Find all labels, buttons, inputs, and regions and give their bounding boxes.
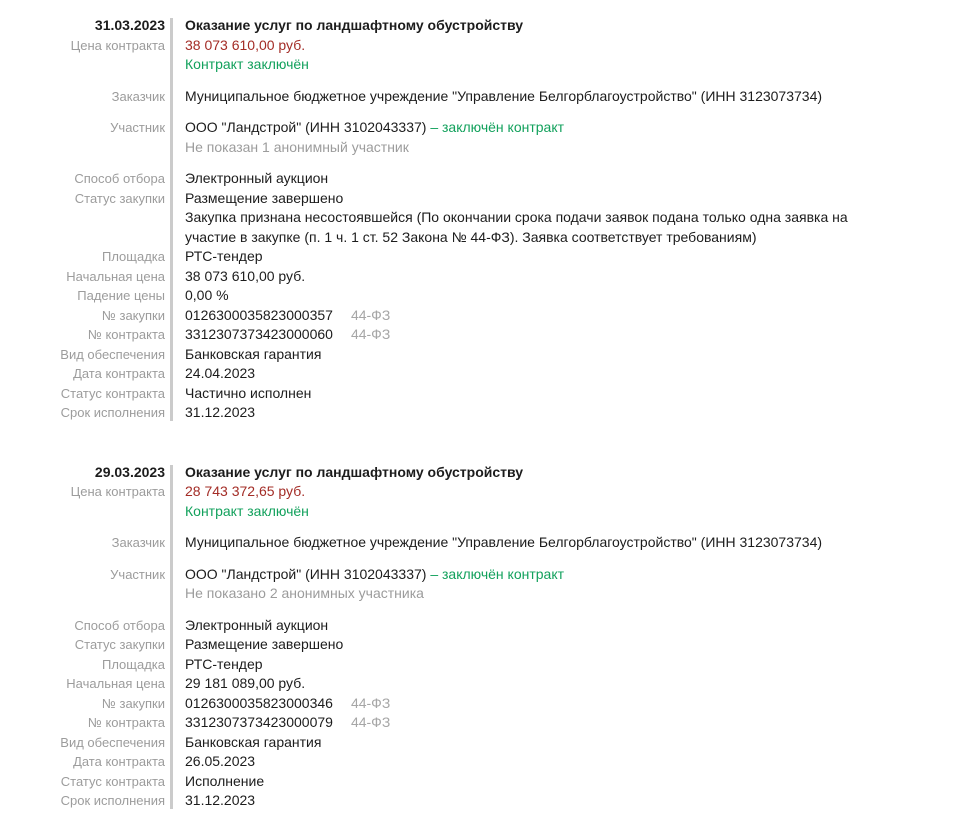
detail-row bbox=[0, 306, 935, 326]
field-label: Статус закупки bbox=[74, 190, 165, 206]
detail-row bbox=[0, 772, 935, 792]
detail-row bbox=[0, 364, 935, 384]
field-value: Банковская гарантия bbox=[185, 345, 322, 362]
details-group bbox=[0, 616, 935, 811]
field-label: Статус контракта bbox=[60, 385, 165, 401]
anonymous-row bbox=[0, 584, 935, 604]
detail-row bbox=[0, 791, 935, 811]
contract-record-1 bbox=[0, 16, 935, 423]
detail-row bbox=[0, 713, 935, 733]
record-title-link[interactable]: Оказание услуг по ландшафтному обустройству bbox=[185, 17, 524, 33]
record-title-link[interactable]: Оказание услуг по ландшафтному обустройству bbox=[185, 463, 524, 480]
field-label: Способ отбора bbox=[74, 171, 165, 186]
participant-contract-note: – заключён контракт bbox=[430, 565, 565, 582]
price-label: Цена контракта bbox=[70, 37, 165, 53]
customer-group bbox=[0, 87, 935, 107]
participant-group bbox=[0, 565, 935, 604]
field-label: Статус контракта bbox=[60, 773, 165, 789]
field-value: 38 073 610,00 руб. bbox=[185, 267, 306, 284]
anonymous-row bbox=[0, 138, 935, 158]
field-value: 26.05.2023 bbox=[185, 753, 256, 769]
field-value: Электронный аукцион bbox=[185, 170, 329, 186]
purchase-number: 0126300035823000357 bbox=[185, 306, 333, 323]
anonymous-participants-note: Не показано 2 анонимных участника bbox=[185, 585, 424, 601]
field-value: 29 181 089,00 руб. bbox=[185, 675, 306, 691]
field-value: 31.12.2023 bbox=[185, 404, 256, 420]
field-label: Статус закупки bbox=[74, 637, 165, 652]
participant-cell bbox=[165, 118, 900, 138]
contract-number: 3312307373423000079 bbox=[185, 714, 333, 730]
detail-row bbox=[0, 189, 935, 209]
detail-row bbox=[0, 674, 935, 694]
customer-row bbox=[0, 533, 935, 553]
detail-row bbox=[0, 384, 935, 404]
law-44fz-badge: 44-ФЗ bbox=[350, 326, 391, 342]
field-label: Срок исполнения bbox=[60, 793, 165, 808]
field-label: № контракта bbox=[87, 715, 165, 730]
detail-row bbox=[0, 247, 935, 267]
purchase-number: 0126300035823000346 bbox=[185, 694, 333, 711]
participant-group bbox=[0, 118, 935, 157]
participant-name: ООО "Ландстрой" (ИНН 3102043337) bbox=[185, 119, 427, 135]
field-value: Размещение завершено bbox=[185, 636, 344, 652]
customer-name: Муниципальное бюджетное учреждение "Управление Белгорблагоустройство" (ИНН 3123073734) bbox=[185, 87, 823, 104]
detail-row bbox=[0, 169, 935, 189]
participant-cell bbox=[165, 565, 900, 585]
customer-label: Заказчик bbox=[111, 535, 165, 550]
field-value: 0,00 % bbox=[185, 287, 229, 303]
purchase-failed-note: Закупка признана несостоявшейся (По окончании срока подачи заявок подана только одна заявка на участие в закупке (п. 1 ч. 1 ст. 52 Закона № 44-ФЗ). Заявка соответствует требованиям) bbox=[185, 209, 848, 245]
title-row bbox=[0, 16, 935, 36]
title-row bbox=[0, 463, 935, 483]
detail-row bbox=[0, 345, 935, 365]
details-group bbox=[0, 169, 935, 423]
field-label: Срок исполнения bbox=[60, 405, 165, 420]
field-label: Дата контракта bbox=[73, 754, 165, 769]
contract-number: 3312307373423000060 bbox=[185, 326, 333, 342]
purchase-number-cell bbox=[165, 306, 900, 326]
customer-row bbox=[0, 87, 935, 107]
field-label: Способ отбора bbox=[74, 617, 165, 633]
detail-row bbox=[0, 733, 935, 753]
contract-price-value: 28 743 372,65 руб. bbox=[185, 483, 306, 499]
contract-price-value: 38 073 610,00 руб. bbox=[185, 36, 306, 53]
field-value: 31.12.2023 bbox=[185, 792, 256, 808]
field-label: № закупки bbox=[101, 695, 165, 711]
contract-record-2 bbox=[0, 463, 935, 811]
participant-label: Участник bbox=[110, 566, 165, 582]
law-44fz-badge: 44-ФЗ bbox=[350, 714, 391, 730]
field-label: Начальная цена bbox=[66, 268, 165, 284]
participant-label: Участник bbox=[110, 120, 165, 135]
contract-status-row bbox=[0, 502, 935, 522]
detail-row bbox=[0, 208, 935, 247]
field-value: Частично исполнен bbox=[185, 384, 312, 401]
field-value: Электронный аукцион bbox=[185, 616, 329, 633]
detail-row bbox=[0, 267, 935, 287]
field-value: 24.04.2023 bbox=[185, 365, 256, 381]
field-value: РТС-тендер bbox=[185, 655, 263, 672]
customer-group bbox=[0, 533, 935, 553]
contract-status-badge: Контракт заключён bbox=[185, 502, 309, 519]
detail-row bbox=[0, 616, 935, 636]
detail-row bbox=[0, 752, 935, 772]
field-label: № закупки bbox=[101, 307, 165, 323]
purchase-number-cell bbox=[165, 694, 900, 714]
contract-number-cell bbox=[165, 325, 900, 345]
contract-number-cell bbox=[165, 713, 900, 733]
field-label: Дата контракта bbox=[73, 366, 165, 381]
field-value: Размещение завершено bbox=[185, 189, 344, 206]
detail-row bbox=[0, 403, 935, 423]
record-header-group bbox=[0, 16, 935, 75]
law-44fz-badge: 44-ФЗ bbox=[350, 306, 391, 323]
anonymous-participants-note: Не показан 1 анонимный участник bbox=[185, 138, 409, 155]
law-44fz-badge: 44-ФЗ bbox=[350, 694, 391, 711]
field-label: № контракта bbox=[87, 327, 165, 342]
participant-row bbox=[0, 118, 935, 138]
field-label: Начальная цена bbox=[66, 676, 165, 691]
price-row bbox=[0, 36, 935, 56]
field-value: Банковская гарантия bbox=[185, 733, 322, 750]
customer-name: Муниципальное бюджетное учреждение "Управление Белгорблагоустройство" (ИНН 3123073734) bbox=[185, 534, 823, 550]
contract-status-row bbox=[0, 55, 935, 75]
participant-row bbox=[0, 565, 935, 585]
price-row bbox=[0, 482, 935, 502]
record-header-group bbox=[0, 463, 935, 522]
detail-row bbox=[0, 635, 935, 655]
price-label: Цена контракта bbox=[70, 484, 165, 499]
field-label: Площадка bbox=[101, 656, 165, 672]
participant-contract-note: – заключён контракт bbox=[430, 119, 565, 135]
participant-name: ООО "Ландстрой" (ИНН 3102043337) bbox=[185, 565, 427, 582]
record-date: 31.03.2023 bbox=[94, 17, 165, 33]
field-label: Вид обеспечения bbox=[60, 734, 165, 750]
detail-row bbox=[0, 655, 935, 675]
field-value: РТС-тендер bbox=[185, 248, 263, 264]
detail-row bbox=[0, 694, 935, 714]
record-date: 29.03.2023 bbox=[94, 463, 165, 480]
contract-status-badge: Контракт заключён bbox=[185, 56, 309, 72]
field-label: Площадка bbox=[101, 249, 165, 264]
detail-row bbox=[0, 286, 935, 306]
field-label: Падение цены bbox=[77, 288, 165, 303]
detail-row bbox=[0, 325, 935, 345]
field-value: Исполнение bbox=[185, 772, 265, 789]
customer-label: Заказчик bbox=[111, 88, 165, 104]
field-label: Вид обеспечения bbox=[60, 346, 165, 362]
